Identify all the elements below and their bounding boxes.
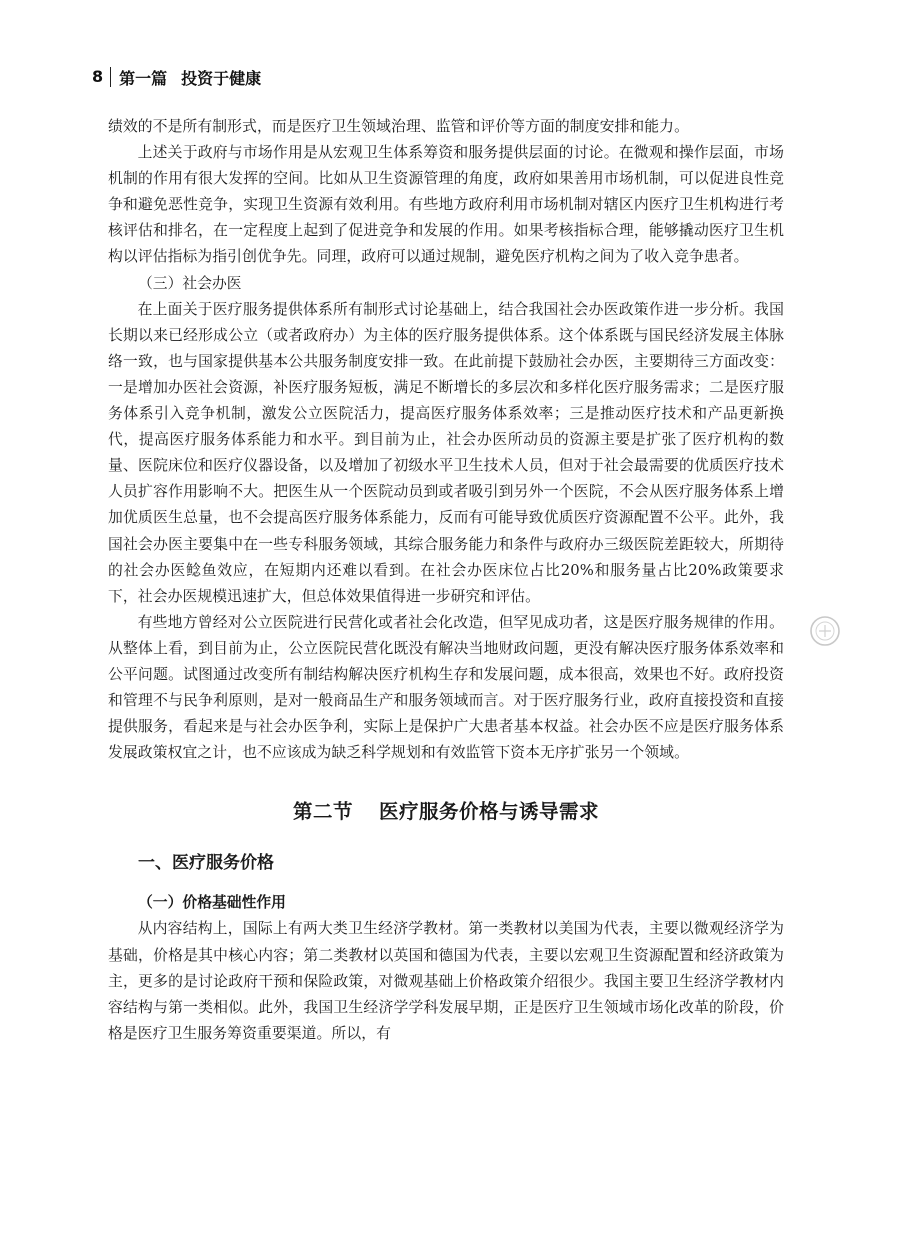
running-header (92, 66, 261, 88)
page-body (108, 114, 784, 1047)
paragraph-textbooks: 从内容结构上，国际上有两大类卫生经济学教材。第一类教材以美国为代表，主要以微观经济学为基础，价格是其中核心内容；第二类教材以英国和德国为代表，主要以宏观卫生资源配置和经济政策为主，更多的是讨论政府干预和保险政策，对微观基础上价格政策介绍很少。我国主要卫生经济学教材内容结构与第一类相似。此外，我国卫生经济学学科发展早期，正是医疗卫生领域市场化改革的阶段，价格是医疗卫生服务筹资重要渠道。所以，有 (108, 920, 784, 1042)
subheading-social-medicine: （三）社会办医 (138, 274, 242, 292)
paragraph-continued: 绩效的不是所有制形式，而是医疗卫生领域治理、监管和评价等方面的制度安排和能力。 (108, 118, 689, 135)
part-label: 第一篇 (119, 68, 168, 88)
paragraph-market-mechanism: 上述关于政府与市场作用是从宏观卫生体系筹资和服务提供层面的讨论。在微观和操作层面，市场机制的作用有很大发挥的空间。比如从卫生资源管理的角度，政府如果善用市场机制，可以促进良性竞争和避免恶性竞争，实现卫生资源有效利用。有些地方政府利用市场机制对辖区内医疗卫生机构进行考核评估和排名，在一定程度上起到了促进竞争和发展的作用。如果考核指标合理，能够撬动医疗卫生机构以评估指标为指引创优争先。同理，政府可以通过规制，避免医疗机构之间为了收入竞争患者。 (108, 144, 784, 266)
heading-medical-price: 一、医疗服务价格 (138, 853, 274, 874)
page-number: 8 (92, 67, 111, 87)
section-title-text: 医疗服务价格与诱导需求 (379, 800, 600, 824)
section-title (108, 792, 784, 832)
paragraph-privatization: 有些地方曾经对公立医院进行民营化或者社会化改造，但罕见成功者，这是医疗服务规律的作用。从整体上看，到目前为止，公立医院民营化既没有解决当地财政问题，更没有解决医疗服务体系效率和公平问题。试图通过改变所有制结构解决医疗机构生存和发展问题，成本很高，效果也不好。政府投资和管理不与民争利原则，是对一般商品生产和服务领域而言。对于医疗服务行业，政府直接投资和直接提供服务，看起来是与社会办医争利，实际上是保护广大患者基本权益。社会办医不应是医疗服务体系发展政策权宜之计，也不应该成为缺乏科学规划和有效监管下资本无序扩张另一个领域。 (108, 613, 784, 762)
heading-price-basic-role: （一）价格基础性作用 (138, 894, 286, 912)
paragraph-social-medicine: 在上面关于医疗服务提供体系所有制形式讨论基础上，结合我国社会办医政策作进一步分析。我国长期以来已经形成公立（或者政府办）为主体的医疗服务提供体系。这个体系既与国民经济发展主体脉络一致，也与国家提供基本公共服务制度安排一致。在此前提下鼓励社会办医，主要期待三方面改变：一是增加办医社会资源，补医疗服务短板，满足不断增长的多层次和多样化医疗服务需求；二是医疗服务体系引入竞争机制，激发公立医院活力，提高医疗服务体系效率；三是推动医疗技术和产品更新换代，提高医疗服务体系能力和水平。到目前为止，社会办医所动员的资源主要是扩张了医疗机构的数量、医院床位和医疗仪器设备，以及增加了初级水平卫生技术人员，但对于社会最需要的优质医疗技术人员扩容作用影响不大。把医生从一个医院动员到或者吸引到另外一个医院，不会从医疗服务体系上增加优质医生总量，也不会提高医疗服务体系能力，反而有可能导致优质医疗资源配置不公平。此外，我国社会办医主要集中在一些专科服务领域，其综合服务能力和条件与政府办三级医院差距较大，所期待的社会办医鲶鱼效应，在短期内还难以看到。在社会办医床位占比20%和服务量占比20%政策要求下，社会办医规模迅速扩大，但总体效果值得进一步研究和评估。 (108, 300, 784, 605)
watermark-seal-icon (808, 614, 842, 648)
section-number: 第二节 (292, 800, 353, 824)
part-title: 投资于健康 (181, 68, 262, 88)
